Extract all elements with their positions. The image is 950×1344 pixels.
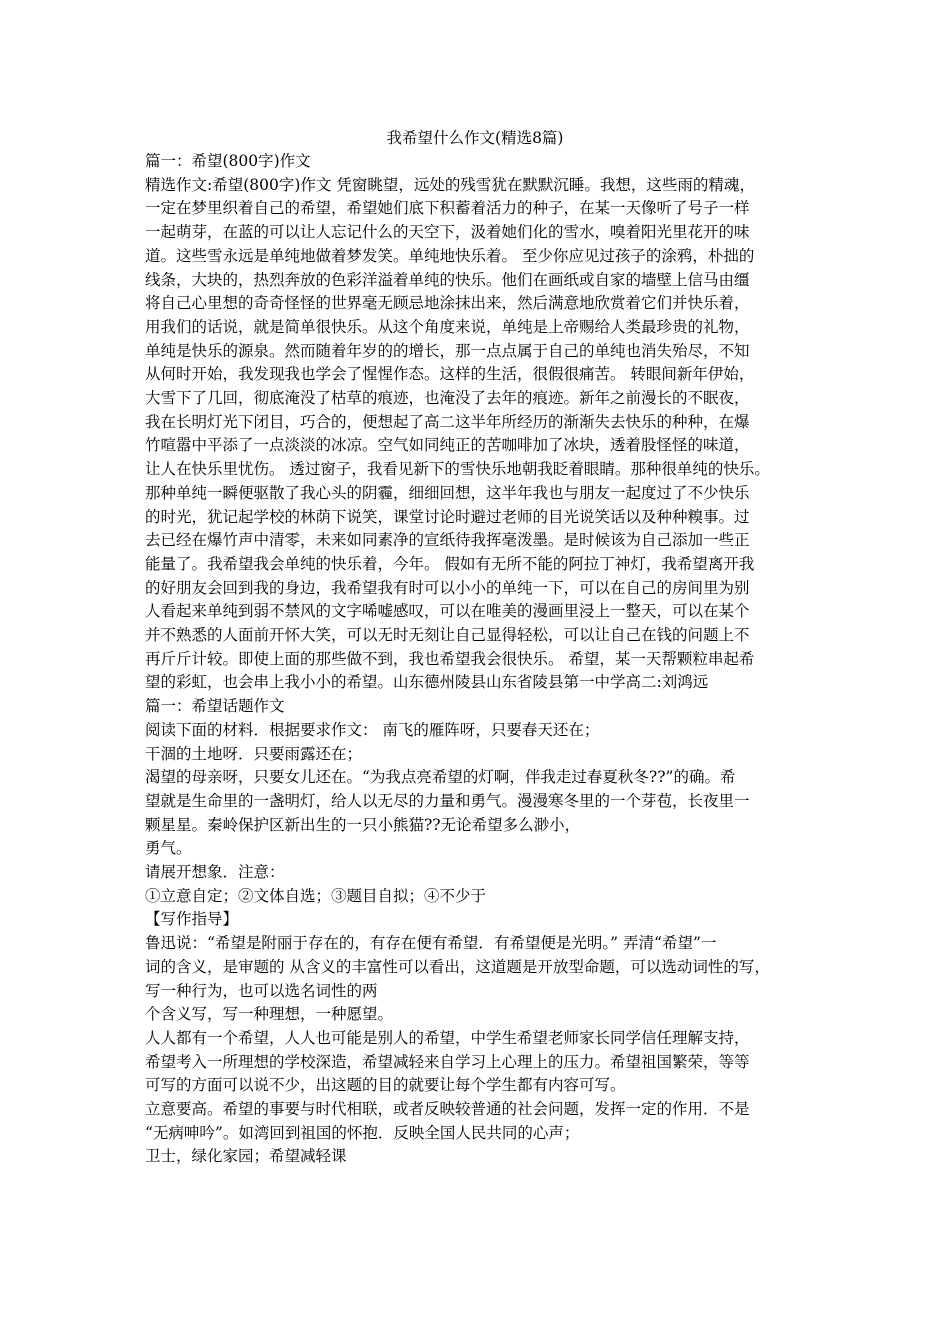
text-line: 将自己心里想的奇奇怪怪的世界毫无顾忌地涂抹出来，然后满意地欣赏着它们并快乐着， (145, 294, 750, 313)
text-line: 个含义写，写一种理想，一种愿望。 (145, 1005, 394, 1024)
text-line: 那种单纯一瞬便驱散了我心头的阴霾，细细回想，这半年我也与朋友一起度过了不少快乐 (145, 483, 750, 502)
text-line: 大雪下了几回，彻底淹没了枯草的痕迹，也淹没了去年的痕迹。新年之前漫长的不眠夜， (145, 389, 750, 407)
text-line: 望就是生命里的一盏明灯，给人以无尽的力量和勇气。漫漫寒冬里的一个芽苞，长夜里一 (145, 791, 750, 810)
text-line: 一定在梦里织着自己的希望，希望她们底下积蓄着活力的种子，在某一天像听了号子一样 (145, 199, 750, 218)
text-line: 人看起来单纯到弱不禁风的文字唏嘘感叹，可以在唯美的漫画里浸上一整天，可以在某个 (145, 602, 750, 621)
text-line: 篇一：希望(800字)作文 (145, 152, 311, 170)
text-line: 能量了。我希望我会单纯的快乐着，今年。 假如有无所不能的阿拉丁神灯，我希望离开我 (145, 554, 755, 573)
text-line: “无病呻吟”。如湾回到祖国的怀抱．反映全国人民共同的心声； (145, 1123, 580, 1142)
text-line: 可写的方面可以说不少，出这题的目的就要让每个学生都有内容可写。 (145, 1076, 626, 1095)
text-line: 的时光，犹记起学校的林荫下说笑，课堂讨论时避过老师的目光说笑话以及种种糗事。过 (145, 507, 750, 526)
text-line: 渴望的母亲呀，只要女儿还在。“为我点亮希望的灯啊，伴我走过春夏秋冬??”的确。希 (145, 768, 736, 787)
text-line: 望的彩虹，也会串上我小小的希望。山东德州陵县山东省陵县第一中学高二:刘鸿远 (145, 673, 709, 692)
text-line: 鲁迅说：“希望是附丽于存在的，有存在便有希望．有希望便是光明。” 弄清“希望”一 (145, 934, 717, 953)
text-line: 的好朋友会回到我的身边，我希望我有时可以小小的单纯一下，可以在自己的房间里为别 (145, 578, 750, 597)
text-line: 篇一：希望话题作文 (145, 697, 285, 716)
text-line: 干涸的土地呀．只要雨露还在； (145, 744, 363, 763)
text-line: 一起萌芽，在蓝的可以让人忘记什么的天空下，汲着她们化的雪水，嗅着阳光里花开的味 (145, 223, 750, 242)
text-line: 单纯是快乐的源泉。然而随着年岁的的增长，那一点点属于自己的单纯也消失殆尽，不知 (145, 341, 750, 360)
text-line: 写一种行为，也可以选名词性的两 (145, 981, 378, 1000)
text-line: 线条，大块的，热烈奔放的色彩洋溢着单纯的快乐。他们在画纸或自家的墙壁上信马由缰 (145, 270, 750, 289)
text-line: ①立意自定；②文体自选；③题目自拟；④不少于 (145, 886, 487, 905)
text-line: 并不熟悉的人面前开怀大笑，可以无时无刻让自己显得轻松，可以让自己在钱的问题上不 (145, 626, 750, 644)
text-line: 勇气。 (145, 839, 192, 858)
text-line: 卫士，绿化家园；希望减轻课 (145, 1147, 347, 1166)
text-line: 道。这些雪永远是单纯地做着梦发笑。单纯地快乐着。 至少你应见过孩子的涂鸦，朴拙的 (145, 246, 755, 265)
document-title: 我希望什么作文(精选8篇) (386, 129, 564, 147)
text-line: 希望考入一所理想的学校深造，希望减轻来自学习上心理上的压力。希望祖国繁荣，等等 (145, 1052, 750, 1071)
text-line: 立意要高。希望的事要与时代相联，或者反映较普通的社会问题，发挥一定的作用．不是 (145, 1100, 750, 1118)
text-line: 让人在快乐里忧伤。 透过窗子，我看见新下的雪快乐地朝我眨着眼睛。那种很单纯的快乐。 (145, 460, 770, 479)
text-line: 颗星星。秦岭保护区新出生的一只小熊猫??无论希望多么渺小， (145, 815, 581, 834)
text-line: 用我们的话说，就是简单很快乐。从这个角度来说，单纯是上帝赐给人类最珍贵的礼物， (145, 317, 750, 336)
text-line: 阅读下面的材料．根据要求作文： 南飞的雁阵呀，只要春天还在； (145, 720, 600, 739)
text-line: 词的含义，是审题的 从含义的丰富性可以看出，这道题是开放型命题，可以选动词性的写， (145, 957, 770, 976)
text-line: 我在长明灯光下闭目，巧合的，便想起了高二这半年所经历的渐渐失去快乐的种种，在爆 (145, 412, 750, 431)
text-line: 再斤斤计较。即使上面的那些做不到，我也希望我会很快乐。 希望，某一天帮颗粒串起希 (145, 649, 755, 668)
text-line: 请展开想象．注意： (145, 863, 285, 881)
text-line: 竹喧嚣中平添了一点淡淡的冰凉。空气如同纯正的苦咖啡加了冰块，透着股怪怪的味道， (145, 436, 750, 455)
text-line: 【写作指导】 (145, 910, 239, 929)
text-line: 去已经在爆竹声中清零，未来如同素净的宣纸待我挥毫泼墨。是时候该为自己添加一些正 (145, 531, 750, 550)
text-line: 从何时开始，我发现我也学会了惺惺作态。这样的生活，很假很痛苦。 转眼间新年伊始， (145, 365, 755, 384)
text-line: 精选作文:希望(800字)作文 凭窗眺望，远处的残雪犹在默默沉睡。我想，这些雨的精魂， (145, 175, 755, 194)
text-line: 人人都有一个希望，人人也可能是别人的希望，中学生希望老师家长同学信任理解支持， (145, 1028, 750, 1047)
